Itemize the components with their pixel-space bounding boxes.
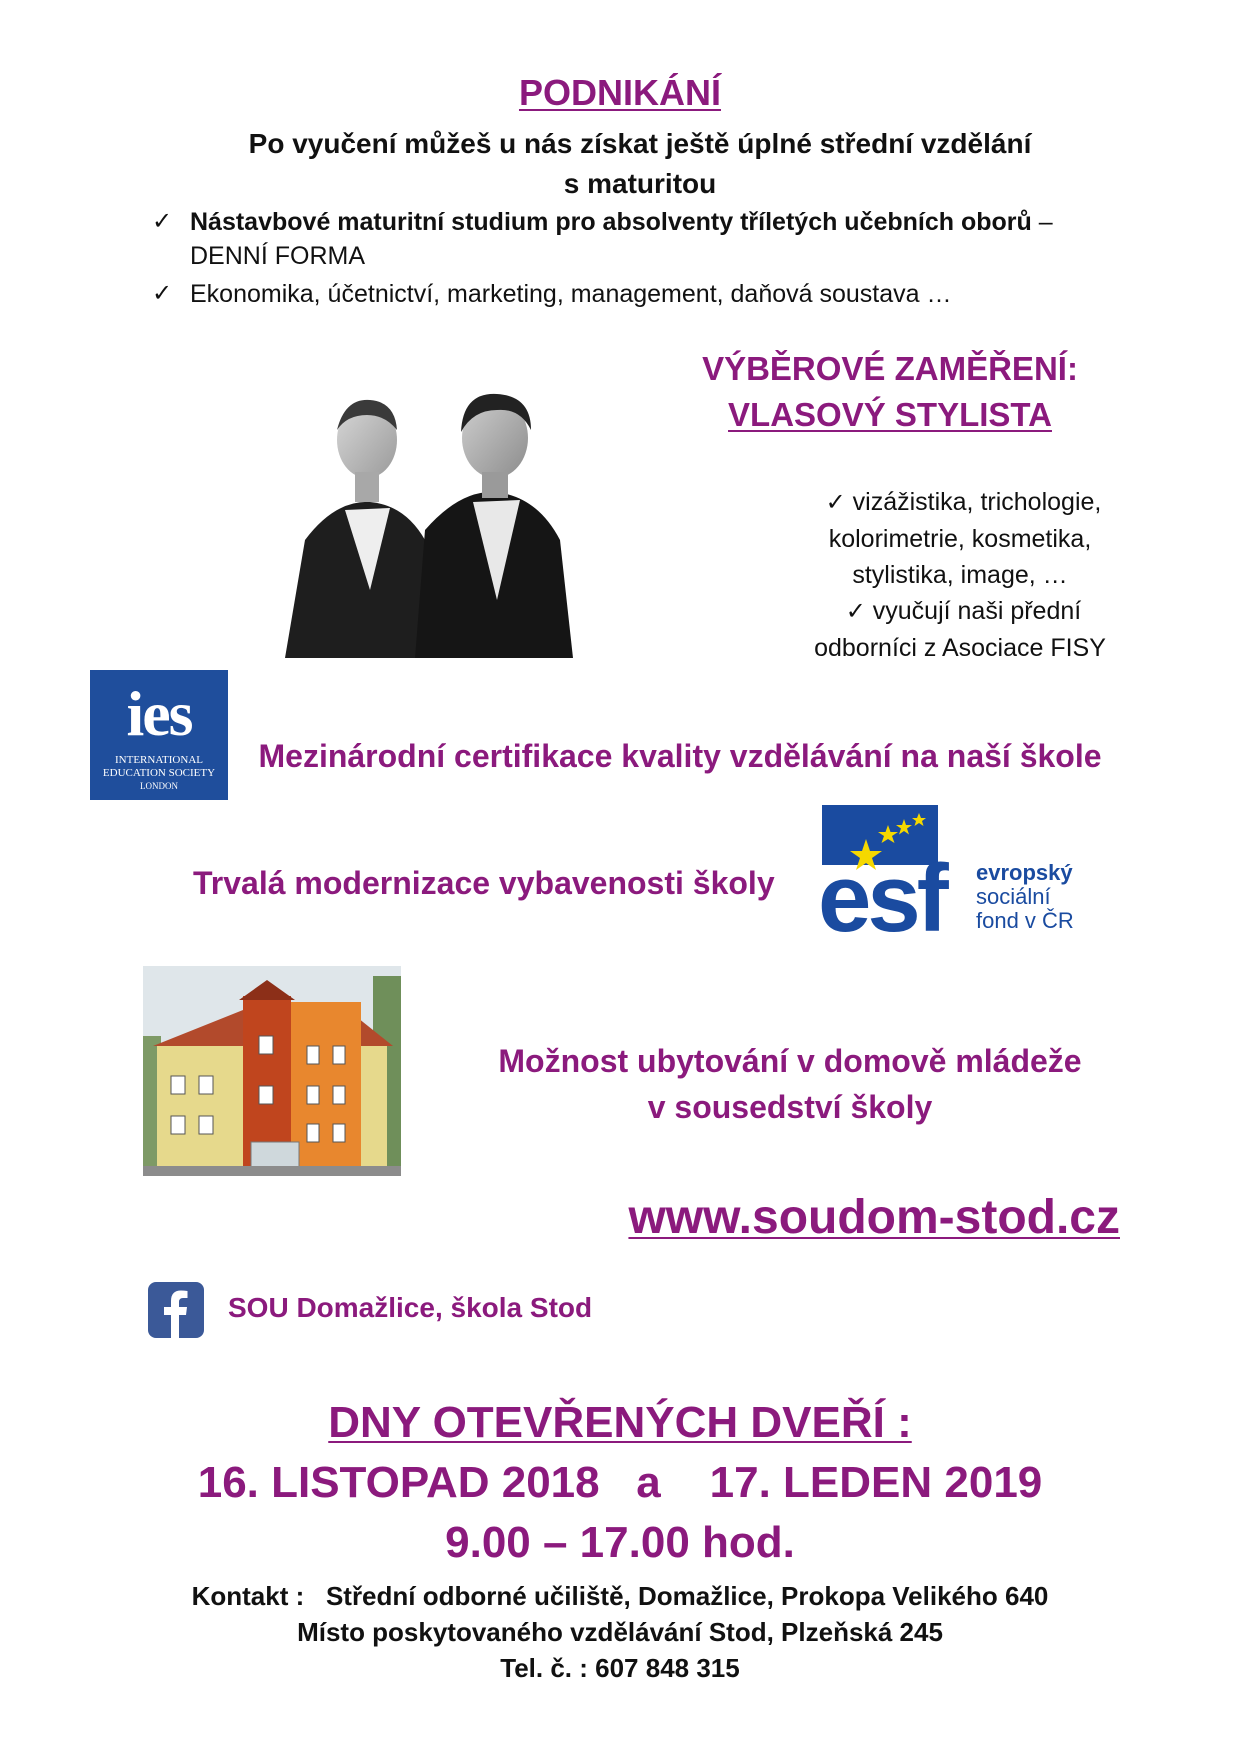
dormitory-text-line-1: Možnost ubytování v domově mládeže (498, 1043, 1082, 1079)
bullet-normal-text: – DENNÍ FORMA (190, 208, 1053, 270)
subtitle (200, 124, 1080, 204)
stylists-photo (275, 390, 575, 658)
checkmark-icon: ✓ (845, 598, 866, 625)
esf-logo-mark: esf (818, 845, 945, 952)
facebook-icon[interactable] (148, 1282, 204, 1338)
focus-heading-line-2: VLASOVÝ STYLISTA (728, 396, 1052, 433)
ies-logo (90, 670, 228, 800)
dormitory-text (440, 1038, 1140, 1130)
checkmark-icon: ✓ (825, 489, 846, 516)
focus-heading (650, 346, 1130, 438)
esf-logo (818, 805, 1118, 952)
esf-line-2: sociální (976, 884, 1051, 909)
bullet-text: vizážistika, trichologie, (852, 488, 1102, 516)
esf-line-1: evropský (976, 860, 1073, 885)
subtitle-line-2: s maturitou (563, 168, 717, 199)
section-title: PODNIKÁNÍ (518, 72, 721, 113)
bullet-list-study (152, 205, 1102, 315)
bullet-bold-text: Nástavbové maturitní studium pro absolventy tříletých učebních oborů (190, 208, 1032, 236)
bullet-item (770, 484, 1150, 521)
modernization-text: Trvalá modernizace vybavenosti školy (193, 865, 775, 901)
bullet-list-stylist (770, 484, 1150, 666)
esf-line-3: fond v ČR (976, 908, 1074, 933)
bullet-text: vyučují naši přední (872, 597, 1082, 625)
certification-text: Mezinárodní certifikace kvality vzdělávání na naší škole (258, 738, 1102, 774)
checkmark-icon: ✓ (152, 280, 173, 307)
facebook-page-link[interactable]: SOU Domažlice, škola Stod (228, 1292, 593, 1323)
contact-address: Kontakt : Střední odborné učiliště, Domažlice, Prokopa Velikého 640 (191, 1581, 1049, 1611)
checkmark-icon: ✓ (152, 208, 173, 235)
bullet-normal-text: Ekonomika, účetnictví, marketing, management, daňová soustava … (190, 280, 952, 308)
bullet-text: kolorimetrie, kosmetika, (828, 525, 1092, 553)
website-link[interactable]: www.soudom-stod.cz (628, 1191, 1120, 1244)
ies-logo-line-3: LONDON (140, 781, 178, 791)
bullet-item (770, 593, 1150, 630)
dormitory-photo (143, 966, 401, 1176)
bullet-text: odborníci z Asociace FISY (814, 634, 1106, 662)
contact-phone: Tel. č. : 607 848 315 (500, 1653, 740, 1683)
focus-heading-line-1: VÝBĚROVÉ ZAMĚŘENÍ: (702, 350, 1078, 387)
open-days-dates: 16. LISTOPAD 2018 a 17. LEDEN 2019 (197, 1458, 1043, 1507)
open-days-title: DNY OTEVŘENÝCH DVEŘÍ : (328, 1398, 912, 1447)
ies-logo-line-1: INTERNATIONAL (115, 754, 203, 766)
bullet-item (152, 205, 1102, 273)
bullet-text: stylistika, image, … (852, 561, 1068, 589)
contact-location: Místo poskytovaného vzdělávání Stod, Plzeňská 245 (297, 1617, 943, 1647)
subtitle-line-1: Po vyučení můžeš u nás získat ještě úplné střední vzdělání (248, 128, 1032, 159)
bullet-item (152, 277, 1102, 311)
ies-logo-line-2: EDUCATION SOCIETY (102, 767, 216, 779)
open-days-time: 9.00 – 17.00 hod. (445, 1518, 795, 1567)
dormitory-text-line-2: v sousedství školy (647, 1089, 933, 1125)
ies-logo-mark: ies (126, 678, 192, 749)
